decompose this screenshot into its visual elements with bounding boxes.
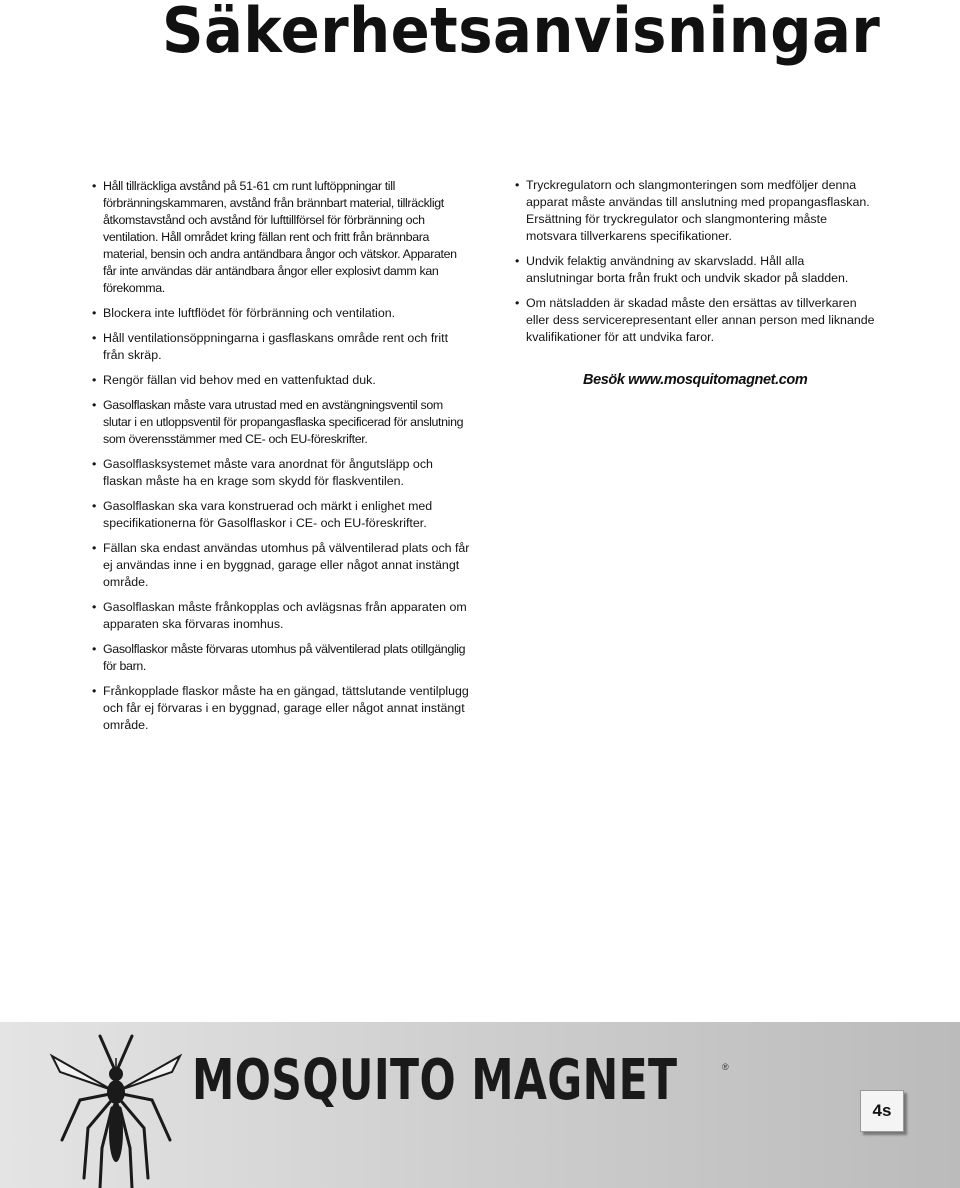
page-title: Säkerhetsanvisningar [162, 0, 881, 67]
mosquito-icon [40, 1028, 190, 1188]
list-item: • Håll tillräckliga avstånd på 51-61 cm runt luftöppningar till förbränningskammaren, avstånd från brännbart material, tillräckligt åtkomstavstånd och avstånd för lufttillförsel för förbränning och ventilation. Håll området kring fällan rent och fritt från brännbara material, bensin och andra antändbara ångor och vätskor. Apparaten får inte användas där antändbara ångor eller explosivt damm kan förekomma. [92, 178, 472, 297]
list-item: • Rengör fällan vid behov med en vattenfuktad duk. [92, 372, 472, 389]
safety-list-left [92, 178, 472, 742]
list-item: • Tryckregulatorn och slangmonteringen som medföljer denna apparat måste användas till anslutning med propangasflaskan. Ersättning för tryckregulator och slangmontering måste motsvara tillverkarens specifikationer. [515, 177, 875, 245]
list-item: • Blockera inte luftflödet för förbränning och ventilation. [92, 305, 472, 322]
list-item: • Gasolflaskan måste vara utrustad med en avstängningsventil som slutar i en utloppsventil för propangasflaska specificerad för anslutning som överensstämmer med CE- och EU-föreskrifter. [92, 397, 472, 448]
list-item: • Gasolflaskan ska vara konstruerad och märkt i enlighet med specifikationerna för Gasolflaskor i CE- och EU-föreskrifter. [92, 498, 472, 532]
website-link[interactable]: Besök www.mosquitomagnet.com [583, 372, 808, 388]
list-item: • Gasolflaskor måste förvaras utomhus på välventilerad plats otillgänglig för barn. [92, 641, 472, 675]
list-item: • Om nätsladden är skadad måste den ersättas av tillverkaren eller dess servicerepresentant eller annan person med liknande kvalifikationer för att undvika faror. [515, 295, 875, 346]
registered-mark: ® [722, 1062, 729, 1072]
list-item: • Gasolflasksystemet måste vara anordnat för ångutsläpp och flaskan måste ha en krage som skydd för flaskventilen. [92, 456, 472, 490]
list-item: • Fällan ska endast användas utomhus på välventilerad plats och får ej användas inne i en byggnad, garage eller något annat instängt område. [92, 540, 472, 591]
list-item: • Gasolflaskan måste frånkopplas och avlägsnas från apparaten om apparaten ska förvaras inomhus. [92, 599, 472, 633]
safety-list-right [515, 177, 875, 354]
list-item: • Håll ventilationsöppningarna i gasflaskans område rent och fritt från skräp. [92, 330, 472, 364]
list-item: • Undvik felaktig användning av skarvsladd. Håll alla anslutningar borta från frukt och undvik skador på sladden. [515, 253, 875, 287]
page-number: 4s [860, 1090, 904, 1132]
brand-logo-text: MOSQUITO MAGNET [192, 1048, 678, 1113]
list-item: • Frånkopplade flaskor måste ha en gängad, tättslutande ventilplugg och får ej förvaras i en byggnad, garage eller något annat instängt område. [92, 683, 472, 734]
